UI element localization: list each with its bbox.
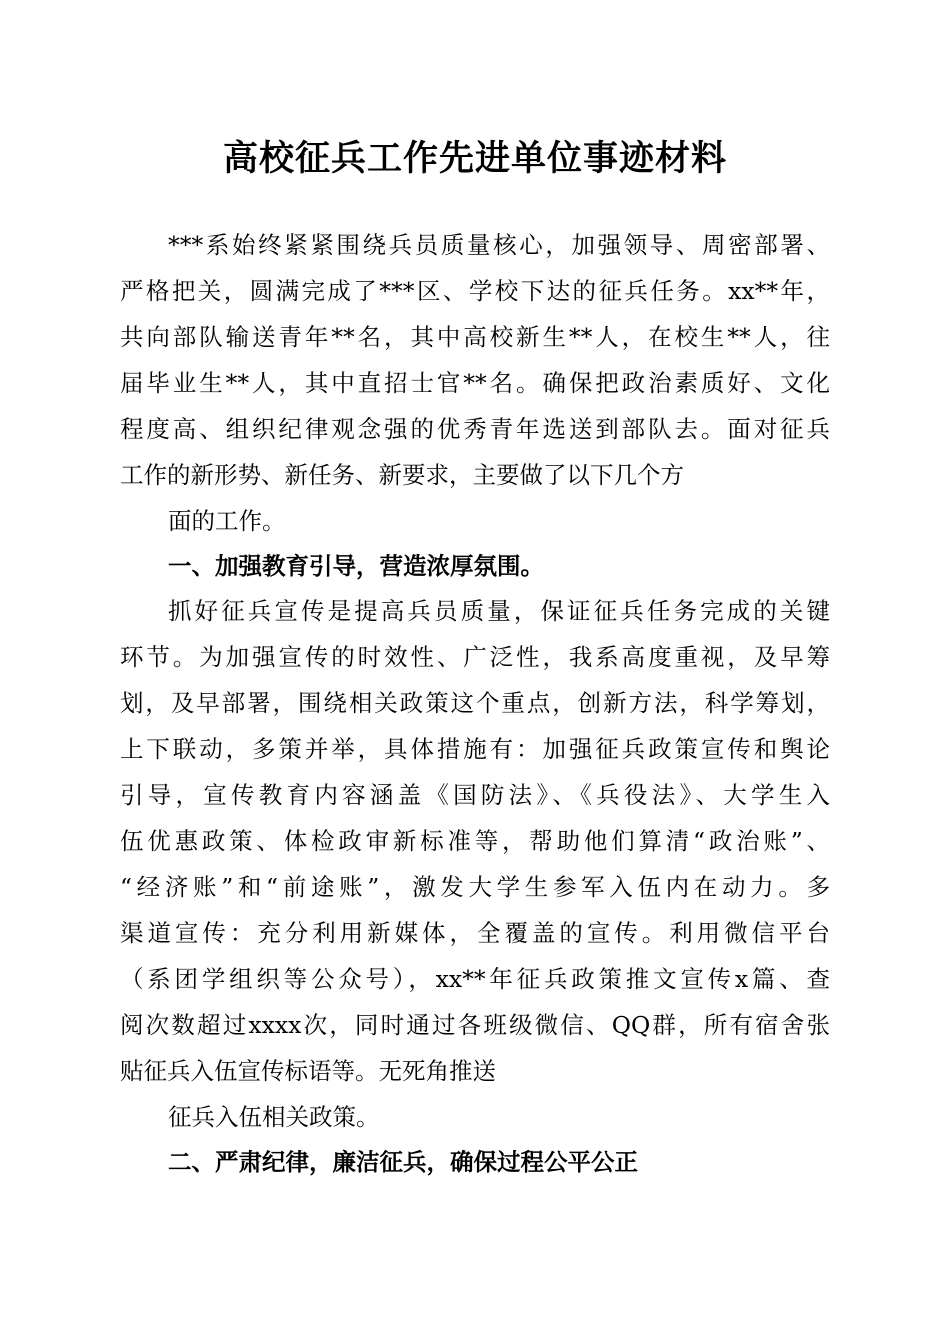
- section-1-line-4: 上下联动，多策并举，具体措施有：加强征兵政策宣传和舆论: [120, 735, 830, 763]
- section-1-line-12: 征兵入伍相关政策。: [168, 1103, 380, 1131]
- section-1-line-7: “经济账”和“前途账”，激发大学生参军入伍内在动力。多: [120, 873, 830, 901]
- section-1-line-6: 伍优惠政策、体检政审新标准等，帮助他们算清“政治账”、: [120, 827, 830, 855]
- section-1-line-9: （系团学组织等公众号），xx**年征兵政策推文宣传x篇、查: [120, 965, 830, 993]
- document-title: 高校征兵工作先进单位事迹材料: [222, 138, 727, 179]
- intro-line-7: 面的工作。: [168, 507, 286, 535]
- section-1-heading: 一、加强教育引导，营造浓厚氛围。: [168, 552, 544, 580]
- intro-line-6: 工作的新形势、新任务、新要求，主要做了以下几个方: [120, 461, 684, 489]
- intro-line-3: 共向部队输送青年**名，其中高校新生**人，在校生**人，往: [120, 323, 830, 351]
- section-1-line-8: 渠道宣传：充分利用新媒体，全覆盖的宣传。利用微信平台: [120, 919, 830, 947]
- section-1-line-5: 引导，宣传教育内容涵盖《国防法》、《兵役法》、大学生入: [120, 781, 830, 809]
- section-1-line-10: 阅次数超过xxxx次，同时通过各班级微信、QQ群，所有宿舍张: [120, 1011, 830, 1039]
- section-1-line-1: 抓好征兵宣传是提高兵员质量，保证征兵任务完成的关键: [168, 597, 830, 625]
- intro-line-2: 严格把关，圆满完成了***区、学校下达的征兵任务。xx**年，: [120, 277, 830, 305]
- section-2-heading: 二、严肃纪律，廉洁征兵，确保过程公平公正: [168, 1148, 638, 1176]
- section-1-line-3: 划，及早部署，围绕相关政策这个重点，创新方法，科学筹划，: [120, 689, 830, 717]
- section-1-line-11: 贴征兵入伍宣传标语等。无死角推送: [120, 1057, 496, 1085]
- intro-line-5: 程度高、组织纪律观念强的优秀青年选送到部队去。面对征兵: [120, 415, 830, 443]
- intro-line-1: ***系始终紧紧围绕兵员质量核心，加强领导、周密部署、: [168, 231, 830, 259]
- section-1-line-2: 环节。为加强宣传的时效性、广泛性，我系高度重视，及早筹: [120, 643, 830, 671]
- intro-line-4: 届毕业生**人，其中直招士官**名。确保把政治素质好、文化: [120, 369, 830, 397]
